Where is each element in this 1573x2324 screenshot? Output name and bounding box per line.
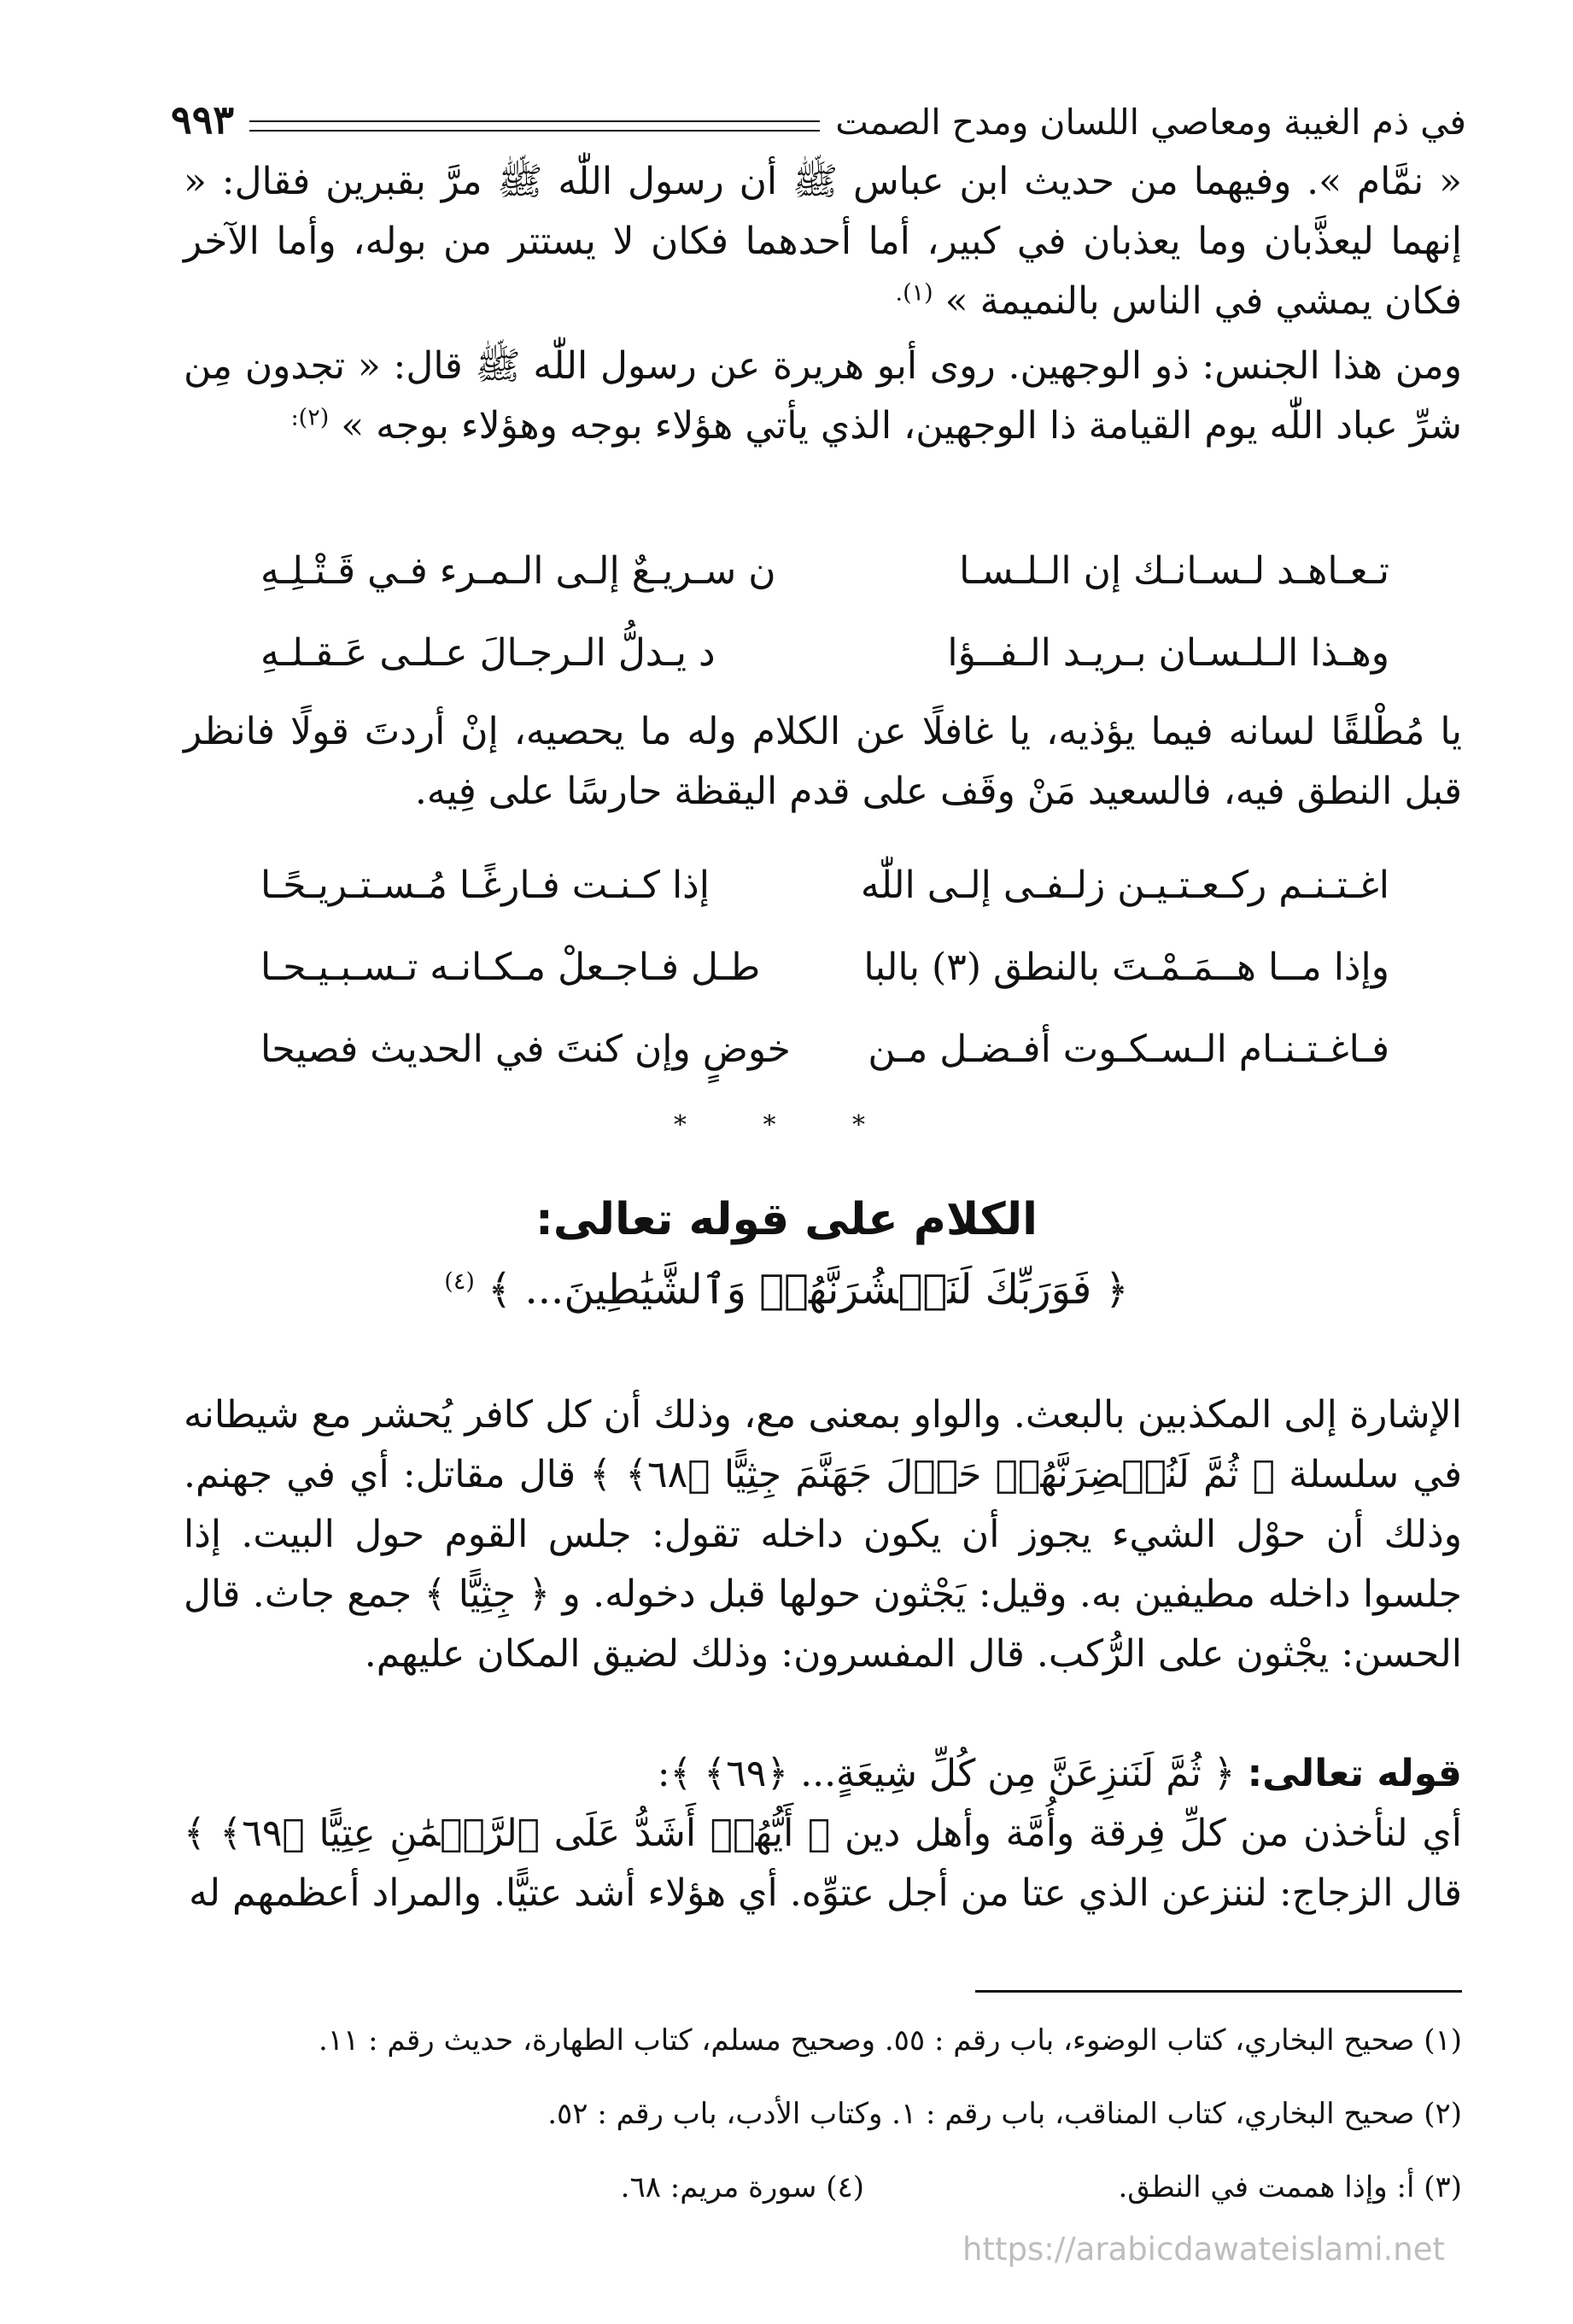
header-rule [249, 120, 820, 132]
verse-first-hemistich: فـاغـتـنـام الـسـكـوت أفـضـل مـن [868, 1027, 1389, 1071]
page-number: ٩٩٣ [171, 97, 235, 143]
footnote-row [184, 2165, 1462, 2210]
footnote-2: (٢) صحيح البخاري، كتاب المناقب، باب رقم : ١. وكتاب الأدب، باب رقم : ٥٢. [547, 2097, 1462, 2131]
page-header [171, 85, 1466, 142]
poem-verse [260, 541, 1389, 601]
paragraph-hadith-two-graves [184, 152, 1462, 331]
poem-verse [260, 623, 1389, 683]
paragraph-tafsir [184, 1385, 1462, 1684]
poem-verse [260, 856, 1389, 916]
footnote-rule [975, 1990, 1462, 1993]
quote-lead: قوله تعالى: [1247, 1752, 1462, 1795]
verse-second-hemistich: ن سـريـعٌ إلـى الـمـرء فـي قَـتْـلِـهِ [260, 549, 776, 593]
footnote-1: (١) صحيح البخاري، كتاب الوضوء، باب رقم : ٥٥. وصحيح مسلم، كتاب الطهارة، حديث رقم : ١١. [318, 2023, 1462, 2058]
verse-second-hemistich: طـل فـاجـعلْ مـكـانـه تـسـبـيـحـا [260, 945, 761, 989]
section-title: الكلام على قوله تعالى: [535, 1194, 1038, 1245]
verse-first-hemistich: اغـتـنـم ركـعـتـيـن زلـفـى إلـى اللّٰه [860, 863, 1389, 907]
footnote-ref-2: (٢): [290, 404, 330, 431]
verse-second-hemistich: د يـدلُّ الـرجـالَ عـلـى عَـقـلـهِ [260, 631, 716, 675]
section-separator: * * * [673, 1110, 900, 1140]
verse-first-hemistich: وإذا مــا هــمَـمْـتَ بالنطق (٣) بالبا [863, 945, 1389, 989]
footnote-4: (٤) سورة مريم: ٦٨. [620, 2170, 864, 2204]
paragraph-text: « نمَّام ». وفيهما من حديث ابن عباس ﷺ أن رسول اللّٰه ﷺ مرَّ بقبرين فقال: « إنهما ليعذَّبان وما يعذبان في كبير، أما أحدهما فكان لا يستتر من بوله، وأما الآخر فكان يمشي في الناس بالنميمة » [184, 160, 1462, 323]
footnote-ref-1: (١). [895, 279, 933, 307]
verse-second-hemistich: إذا كـنـت فـارغًـا مُـسـتـريـحًـا [260, 863, 710, 907]
poem-verse [260, 1020, 1389, 1080]
paragraph-quote-verse [184, 1744, 1462, 1804]
paragraph-two-faced [184, 337, 1462, 456]
paragraph-text: أي لنأخذن من كلِّ فِرقة وأُمَّة وأهل دين ﴿ أَيُّهُمۡ أَشَدُّ عَلَى ٱلرَّحۡمَٰنِ عِتِيًّا ﴿٦٩﴾ ﴾ قال الزجاج: لننزعن الذي عتا من أجل عتوِّه. أي هؤلاء أشد عتيًّا. والمراد أعظمهم له [184, 1812, 1462, 1915]
quran-verse-text: ﴿ ثُمَّ لَنَنزِعَنَّ مِن كُلِّ شِيعَةٍ... ﴿٦٩﴾ ﴾: [657, 1752, 1248, 1795]
paragraph-text: ومن هذا الجنس: ذو الوجهين. روى أبو هريرة عن رسول اللّٰه ﷺ قال: « تجدون مِن شرِّ عباد اللّٰه يوم القيامة ذا الوجهين، الذي يأتي هؤلاء بوجه وهؤلاء بوجه » [184, 344, 1462, 448]
footnote-ref-4: (٤) [444, 1268, 475, 1295]
poem-verse [260, 938, 1389, 998]
paragraph-tafsir-2 [184, 1804, 1462, 1923]
verse-first-hemistich: وهـذا الـلـسـان بـريـد الـفــؤا [947, 631, 1389, 675]
footnote-3: (٣) أ: وإذا هممت في النطق. [1118, 2170, 1462, 2204]
paragraph-text: الإشارة إلى المكذبين بالبعث. والواو بمعنى مع، وذلك أن كل كافر يُحشر مع شيطانه في سلسلة ﴿ ثُمَّ لَنُحۡضِرَنَّهُمۡ حَوۡلَ جَهَنَّمَ جِثِيًّا ﴿٦٨﴾ ﴾ قال مقاتل: أي في جهنم. وذلك أن حوْل الشيء يجوز أن يكون داخله تقول: جلس القوم حول البيت. إذا جلسوا داخله مطيفين به. وقيل: يَجْثون حولها قبل دخوله. و ﴿ جِثِيًّا ﴾ جمع جاث. قال الحسن: يجْثون على الرُّكب. قال المفسرون: وذلك لضيق المكان عليهم. [184, 1393, 1462, 1676]
verse-first-hemistich: تـعـاهـد لـسـانـك إن الـلـسـا [959, 549, 1389, 593]
chapter-title: في ذم الغيبة ومعاصي اللسان ومدح الصمت [835, 101, 1466, 143]
quran-verse-text: ﴿ فَوَرَبِّكَ لَنَحۡشُرَنَّهُمۡ وَٱلشَّيَٰطِينَ... ﴾ [488, 1266, 1129, 1314]
watermark-url: https://arabicdawateislami.net [962, 2231, 1445, 2268]
quran-verse-heading [0, 1266, 1573, 1314]
verse-second-hemistich: خوضٍ وإن كنتَ في الحديث فصيحا [260, 1027, 791, 1071]
paragraph-tongue-advice [184, 702, 1462, 822]
paragraph-text: يا مُطْلقًا لسانه فيما يؤذيه، يا غافلًا عن الكلام وله ما يحصيه، إنْ أردتَ قولًا فانظر قبل النطق فيه، فالسعيد مَنْ وقَف على قدم اليقظة حارسًا على فِيه. [184, 710, 1463, 813]
